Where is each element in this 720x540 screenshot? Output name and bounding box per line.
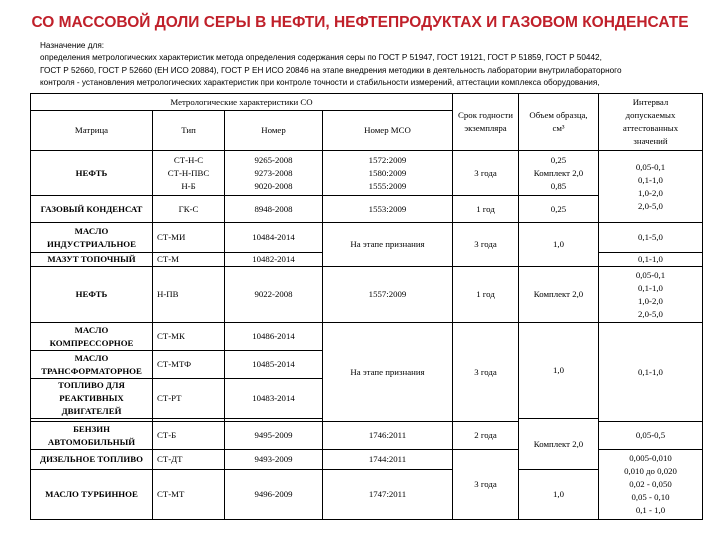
shelf-cell: 3 года bbox=[453, 450, 519, 520]
shelf-cell: 3 года bbox=[453, 223, 519, 267]
number-cell: 9496-2009 bbox=[225, 470, 323, 520]
volume-cell: Комплект 2,0 bbox=[519, 419, 599, 470]
type-cell: СТ-МТ bbox=[153, 470, 225, 520]
mso-cell: 1746:2011 bbox=[323, 422, 453, 450]
matrix-cell: БЕНЗИН АВТОМОБИЛЬНЫЙ bbox=[31, 422, 153, 450]
type-header: Тип bbox=[153, 111, 225, 151]
volume-cell: Комплект 2,0 bbox=[519, 267, 599, 323]
mso-cell: На этапе признания bbox=[323, 223, 453, 267]
matrix-cell: МАСЛО ТУРБИННОЕ bbox=[31, 470, 153, 520]
interval-header: Интервал допускаемых аттестованных значений bbox=[599, 94, 703, 151]
page-title: СО МАССОВОЙ ДОЛИ СЕРЫ В НЕФТИ, НЕФТЕПРОДУКТАХ И ГАЗОВОМ КОНДЕНСАТЕ bbox=[31, 14, 689, 31]
type-cell: СТ-МТФ bbox=[153, 351, 225, 379]
mso-header: Номер МСО bbox=[323, 111, 453, 151]
purpose-line: ГОСТ Р 52660, ГОСТ Р 52660 (ЕН ИСО 20884), ГОСТ Р ЕН ИСО 20846 на этапе внедрения методики в деятельность лаборатории внутрилабораторного bbox=[40, 65, 622, 75]
matrix-cell: МАЗУТ ТОПОЧНЫЙ bbox=[31, 253, 153, 267]
shelf-cell: 2 года bbox=[453, 422, 519, 450]
number-cell: 10483-2014 bbox=[225, 379, 323, 419]
shelf-cell: 1 год bbox=[453, 267, 519, 323]
number-cell: 9495-2009 bbox=[225, 422, 323, 450]
type-cell: СТ-МИ bbox=[153, 223, 225, 253]
matrix-cell: ТОПЛИВО ДЛЯ РЕАКТИВНЫХ ДВИГАТЕЛЕЙ bbox=[31, 379, 153, 419]
volume-cell: 1,0 bbox=[519, 470, 599, 520]
number-cell: 10486-2014 bbox=[225, 323, 323, 351]
volume-cell: 0,25 bbox=[519, 196, 599, 223]
matrix-cell: МАСЛО ИНДУСТРИАЛЬНОЕ bbox=[31, 223, 153, 253]
shelf-life-header: Срок годности экземпляра bbox=[453, 94, 519, 151]
matrix-cell: ГАЗОВЫЙ КОНДЕНСАТ bbox=[31, 196, 153, 223]
matrix-cell: МАСЛО ТРАНСФОРМАТОРНОЕ bbox=[31, 351, 153, 379]
interval-cell: 0,1-5,0 bbox=[599, 223, 703, 253]
type-cell: СТ-РТ bbox=[153, 379, 225, 419]
matrix-cell: МАСЛО КОМПРЕССОРНОЕ bbox=[31, 323, 153, 351]
interval-cell: 0,1-1,0 bbox=[599, 323, 703, 422]
type-cell: СТ-Н-С СТ-Н-ПВС Н-Б bbox=[153, 151, 225, 196]
interval-cell: 0,1-1,0 bbox=[599, 253, 703, 267]
number-header: Номер bbox=[225, 111, 323, 151]
type-cell: СТ-М bbox=[153, 253, 225, 267]
type-cell: Н-ПВ bbox=[153, 267, 225, 323]
interval-cell: 0,05-0,5 bbox=[599, 422, 703, 450]
table-row bbox=[31, 223, 703, 253]
shelf-cell: 1 год bbox=[453, 196, 519, 223]
interval-cell: 0,005-0,010 0,010 до 0,020 0,02 - 0,050 0,05 - 0,10 0,1 - 1,0 bbox=[599, 450, 703, 520]
table-row bbox=[31, 323, 703, 351]
type-cell: ГК-С bbox=[153, 196, 225, 223]
mso-cell: 1557:2009 bbox=[323, 267, 453, 323]
characteristics-table bbox=[30, 93, 703, 520]
interval-cell: 0,05-0,1 0,1-1,0 1,0-2,0 2,0-5,0 bbox=[599, 151, 703, 223]
interval-cell: 0,05-0,1 0,1-1,0 1,0-2,0 2,0-5,0 bbox=[599, 267, 703, 323]
table-row bbox=[31, 422, 703, 450]
mso-cell: На этапе признания bbox=[323, 323, 453, 422]
matrix-cell: НЕФТЬ bbox=[31, 267, 153, 323]
type-cell: СТ-Б bbox=[153, 422, 225, 450]
volume-cell: 0,25 Комплект 2,0 0,85 bbox=[519, 151, 599, 196]
type-cell: СТ-ДТ bbox=[153, 450, 225, 470]
mso-cell: 1747:2011 bbox=[323, 470, 453, 520]
number-cell: 10485-2014 bbox=[225, 351, 323, 379]
volume-cell: 1,0 bbox=[519, 323, 599, 419]
table-row bbox=[31, 450, 703, 470]
matrix-header: Матрица bbox=[31, 111, 153, 151]
number-cell: 9022-2008 bbox=[225, 267, 323, 323]
number-cell: 8948-2008 bbox=[225, 196, 323, 223]
purpose-block bbox=[40, 40, 690, 89]
table-row bbox=[31, 267, 703, 323]
number-cell: 10482-2014 bbox=[225, 253, 323, 267]
purpose-line: контроля - установления метрологических характеристик при контроле точности и стабильности измерений, аттестации комплекса оборудования, bbox=[40, 77, 600, 87]
number-cell: 9265-2008 9273-2008 9020-2008 bbox=[225, 151, 323, 196]
mso-cell: 1553:2009 bbox=[323, 196, 453, 223]
volume-header: Объем образца, см³ bbox=[519, 94, 599, 151]
type-cell: СТ-МК bbox=[153, 323, 225, 351]
group-header: Метрологические характеристики СО bbox=[31, 94, 453, 111]
shelf-cell: 3 года bbox=[453, 151, 519, 196]
purpose-label: Назначение для: bbox=[40, 41, 105, 50]
table-header-row bbox=[31, 94, 703, 111]
purpose-line: определения метрологических характеристик метода определения содержания серы по ГОСТ Р 51947, ГОСТ 19121, ГОСТ Р 51859, ГОСТ Р 50442, bbox=[40, 53, 602, 63]
volume-cell: 1,0 bbox=[519, 223, 599, 267]
mso-cell: 1572:2009 1580:2009 1555:2009 bbox=[323, 151, 453, 196]
mso-cell: 1744:2011 bbox=[323, 450, 453, 470]
matrix-cell: ДИЗЕЛЬНОЕ ТОПЛИВО bbox=[31, 450, 153, 470]
shelf-cell: 3 года bbox=[453, 323, 519, 422]
number-cell: 9493-2009 bbox=[225, 450, 323, 470]
number-cell: 10484-2014 bbox=[225, 223, 323, 253]
matrix-cell: НЕФТЬ bbox=[31, 151, 153, 196]
table-row bbox=[31, 151, 703, 196]
